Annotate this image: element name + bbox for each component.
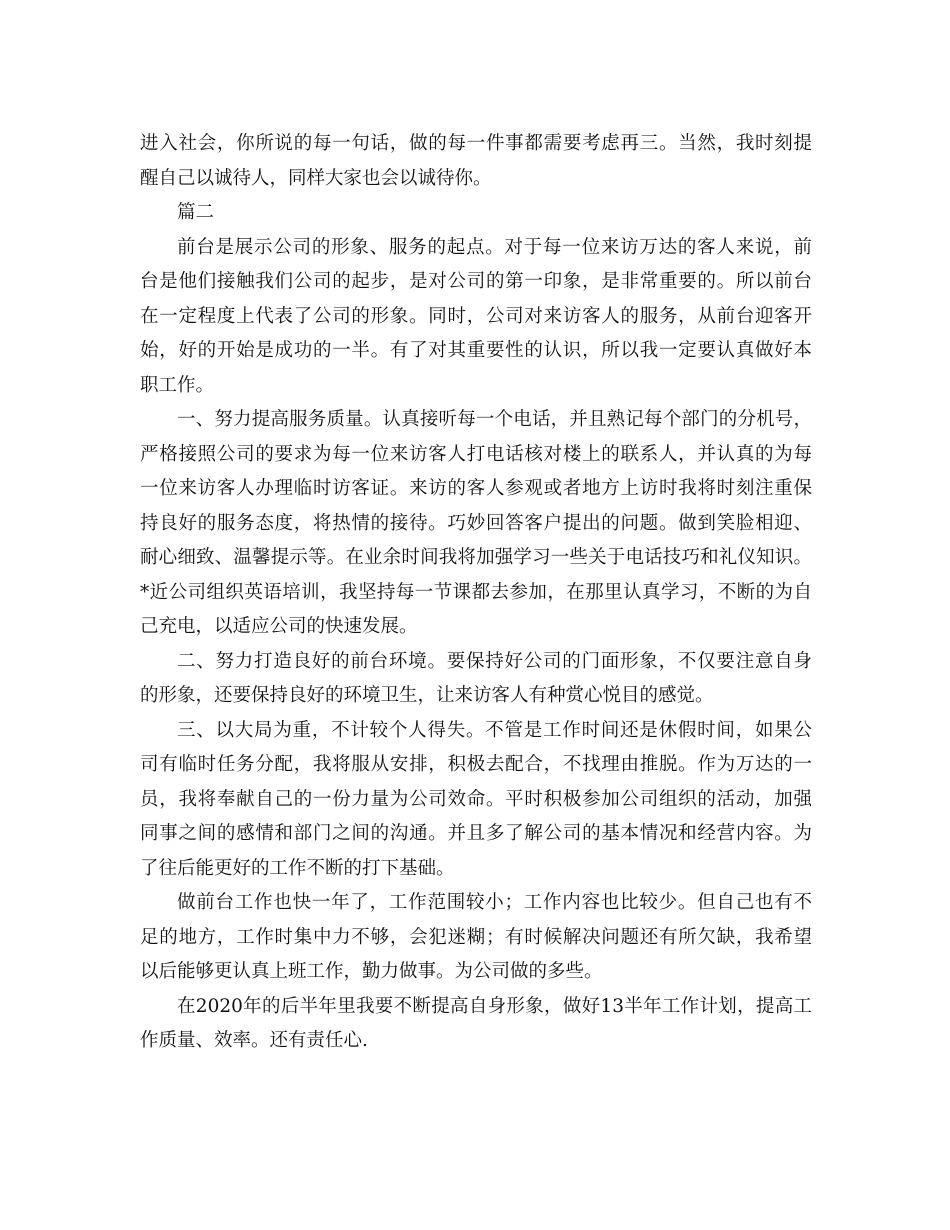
- text-line: 司有临时任务分配，我将服从安排，积极去配合，不找理由推脱。作为万达的一: [140, 754, 812, 775]
- text-line: 在2020年的后半年里我要不断提高自身形象，做好13半年工作计划，提高工: [177, 995, 812, 1017]
- text-line: 进入社会，你所说的每一句话，做的每一件事都需要考虑再三。当然，我时刻提: [140, 133, 812, 154]
- text-line: 始，好的开始是成功的一半。有了对其重要性的认识，所以我一定要认真做好本: [140, 340, 812, 361]
- text-line: 己充电，以适应公司的快速发展。: [140, 616, 418, 637]
- text-line: 一、努力提高服务质量。认真接听每一个电话，并且熟记每个部门的分机号，: [177, 409, 812, 430]
- text-line: 耐心细致、温馨提示等。在业余时间我将加强学习一些关于电话技巧和礼仪知识。: [140, 547, 812, 568]
- text-line: 三、以大局为重，不计较个人得失。不管是工作时间还是休假时间，如果公: [177, 719, 812, 741]
- document-body: [140, 127, 812, 1059]
- text-line: 员，我将奉献自己的一份力量为公司效命。平时积极参加公司组织的活动，加强: [140, 788, 812, 810]
- text-line: 严格接照公司的要求为每一位来访客人打电话核对楼上的联系人，并认真的为每: [140, 443, 812, 465]
- text-line: 以后能够更认真上班工作，勤力做事。为公司做的多些。: [140, 961, 603, 982]
- text-line: 前台是展示公司的形象、服务的起点。对于每一位来访万达的客人来说，前: [177, 236, 812, 258]
- text-line: *近公司组织英语培训，我坚持每一节课都去参加，在那里认真学习，不断的为自: [140, 581, 812, 603]
- text-line: 一位来访客人办理临时访客证。来访的客人参观或者地方上访时我将时刻注重保: [140, 478, 812, 499]
- text-line: 职工作。: [140, 374, 215, 396]
- text-line: 醒自己以诚待人，同样大家也会以诚待你。: [140, 167, 492, 189]
- text-line: 作质量、效率。还有责任心.: [140, 1030, 368, 1051]
- text-line: 台是他们接触我们公司的起步，是对公司的第一印象，是非常重要的。所以前台: [140, 271, 812, 292]
- text-line: 足的地方，工作时集中力不够，会犯迷糊；有时候解决问题还有所欠缺，我希望: [140, 926, 812, 948]
- text-line: 二、努力打造良好的前台环境。要保持好公司的门面形象，不仅要注意自身: [177, 650, 812, 672]
- text-line: 在一定程度上代表了公司的形象。同时，公司对来访客人的服务，从前台迎客开: [140, 305, 812, 327]
- text-line: 篇二: [177, 202, 215, 223]
- text-line: 了往后能更好的工作不断的打下基础。: [140, 857, 455, 879]
- text-line: 做前台工作也快一年了，工作范围较小；工作内容也比较少。但自己也有不: [177, 892, 812, 913]
- text-line: 同事之间的感情和部门之间的沟通。并且多了解公司的基本情况和经营内容。为: [140, 823, 812, 844]
- text-line: 的形象，还要保持良好的环境卫生，让来访客人有种赏心悦目的感觉。: [140, 685, 714, 706]
- text-line: 持良好的服务态度，将热情的接待。巧妙回答客户提出的问题。做到笑脸相迎、: [140, 512, 812, 534]
